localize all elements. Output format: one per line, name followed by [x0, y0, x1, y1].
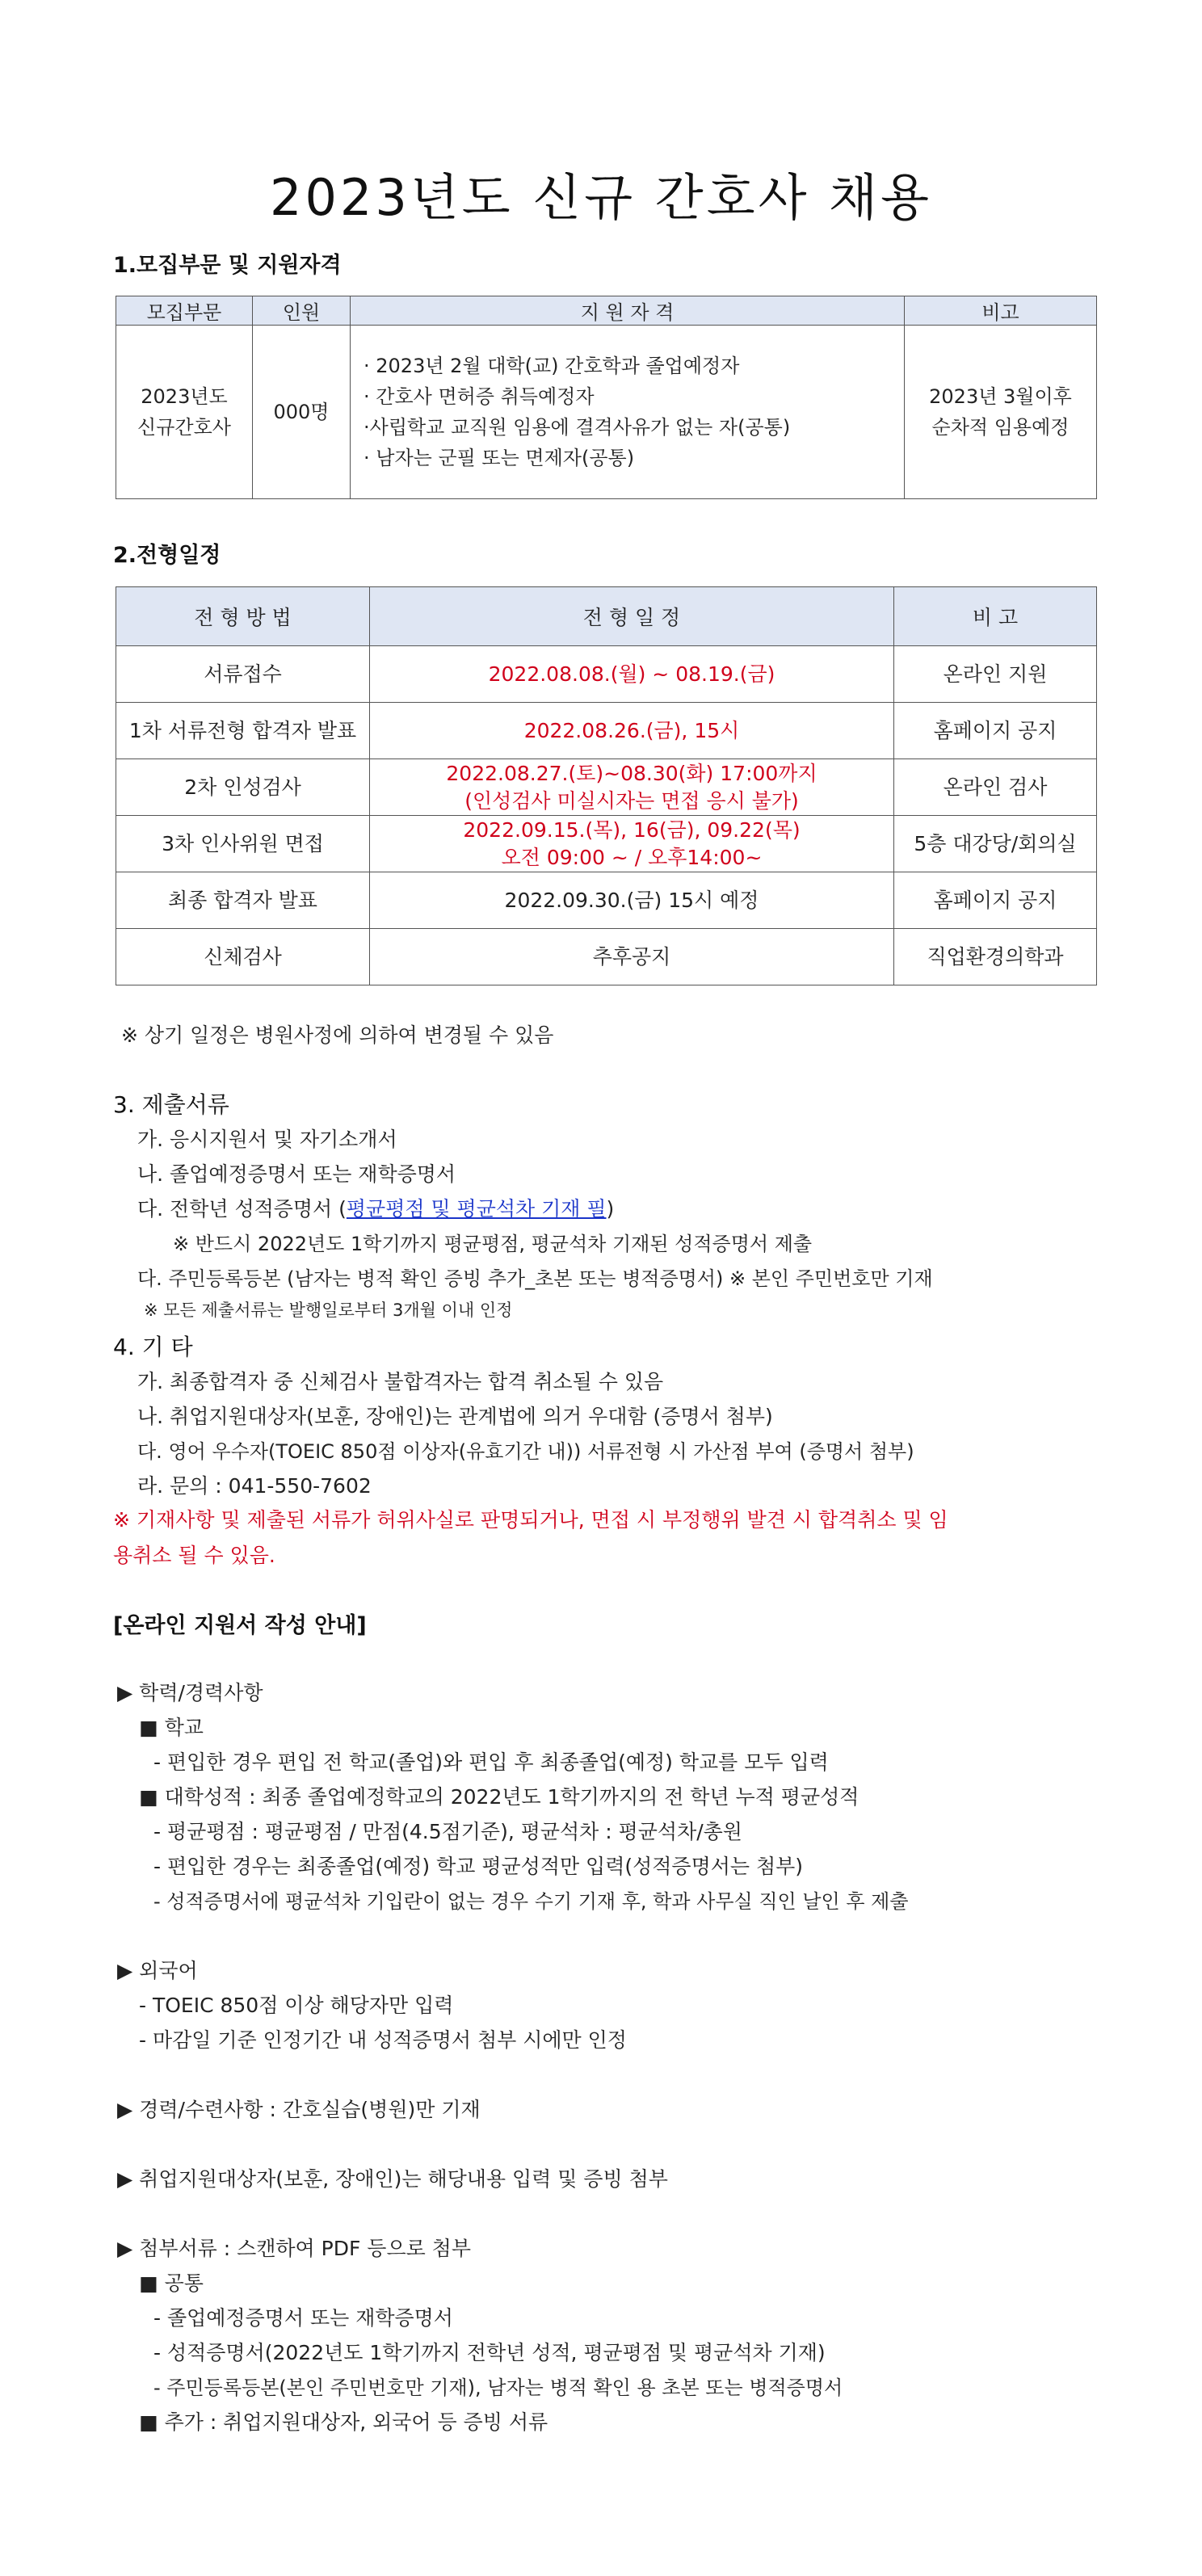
guide-academic-title: ▶ 학력/경력사항: [117, 1681, 263, 1704]
doc-note: ※ 반드시 2022년도 1학기까지 평균평점, 평균석차 기재된 성적증명서 제출: [173, 1233, 813, 1255]
category-line: 2023년도: [141, 385, 228, 408]
guide-common-title: ■ 공통: [139, 2271, 204, 2295]
count-cell: 000명: [253, 326, 351, 499]
method-cell: 3차 인사위원 면접: [116, 816, 370, 872]
qualification-item: · 간호사 면허증 취득예정자: [364, 385, 595, 408]
transcript-requirement-link: 평균평점 및 평균석차 기재 필: [346, 1197, 607, 1221]
method-cell: 1차 서류전형 합격자 발표: [116, 703, 370, 759]
guide-item: - 성적증명서에 평균석차 기입란이 없는 경우 수기 기재 후, 학과 사무실 직인 날인 후 제출: [153, 1890, 909, 1913]
section2-heading: 2.전형일정: [113, 543, 221, 568]
guide-item: - 마감일 기준 인정기간 내 성적증명서 첨부 시에만 인정: [139, 2028, 627, 2052]
schedule-line: 2022.09.15.(목), 16(금), 09.22(목): [463, 817, 801, 842]
guide-item: - TOEIC 850점 이상 해당자만 입력: [139, 1994, 454, 2017]
doc-note: ※ 모든 제출서류는 발행일로부터 3개월 이내 인정: [144, 1301, 513, 1320]
schedule-cell: 추후공지: [370, 929, 894, 985]
header-method: 전 형 방 법: [116, 587, 370, 646]
doc-item-text: 다. 전학년 성적증명서 (: [137, 1197, 347, 1221]
header-note: 비고: [905, 296, 1097, 326]
guide-grades-title: ■ 대학성적 : 최종 졸업예정학교의 2022년도 1학기까지의 전 학년 누적 평균성적: [139, 1785, 859, 1809]
method-cell: 최종 합격자 발표: [116, 872, 370, 929]
etc-item: 나. 취업지원대상자(보훈, 장애인)는 관계법에 의거 우대함 (증명서 첨부): [137, 1405, 773, 1428]
page-title: 2023년도 신규 간호사 채용: [270, 168, 932, 227]
table-row: [116, 872, 1097, 929]
warning-line: ※ 기재사항 및 제출된 서류가 허위사실로 판명되거나, 면접 시 부정행위 발견 시 합격취소 및 임: [113, 1508, 948, 1532]
qualifications-cell: [351, 326, 905, 499]
schedule-cell: [370, 759, 894, 816]
category-line: 신규간호사: [137, 416, 231, 439]
note-line: 2023년 3월이후: [929, 385, 1072, 408]
header-remark: 비 고: [894, 587, 1097, 646]
qualification-item: ·사립학교 교직원 임용에 결격사유가 없는 자(공통): [364, 416, 791, 439]
schedule-cell: [370, 816, 894, 872]
doc-item: 다. 주민등록등본 (남자는 병적 확인 증빙 추가_초본 또는 병적증명서) ※ 본인 주민번호만 기재: [137, 1267, 933, 1290]
doc-item: 가. 응시지원서 및 자기소개서: [137, 1128, 397, 1151]
guide-support: ▶ 취업지원대상자(보훈, 장애인)는 해당내용 입력 및 증빙 첨부: [117, 2167, 668, 2191]
doc-item: 나. 졸업예정증명서 또는 재학증명서: [137, 1162, 456, 1186]
guide-item: - 졸업예정증명서 또는 재학증명서: [153, 2306, 453, 2330]
remark-cell: 직업환경의학과: [894, 929, 1097, 985]
schedule-footnote: ※ 상기 일정은 병원사정에 의하여 변경될 수 있음: [121, 1023, 554, 1047]
header-count: 인원: [253, 296, 351, 326]
guide-item: - 평균평점 : 평균평점 / 만점(4.5점기준), 평균석차 : 평균석차/총원: [153, 1820, 742, 1843]
remark-cell: 홈페이지 공지: [894, 872, 1097, 929]
table-row: [116, 326, 1097, 499]
contact-item: 라. 문의 : 041-550-7602: [137, 1474, 372, 1498]
etc-item: 가. 최종합격자 중 신체검사 불합격자는 합격 취소될 수 있음: [137, 1370, 664, 1393]
schedule-line: (인성검사 미실시자는 면접 응시 불가): [464, 788, 799, 813]
guide-attach-title: ▶ 첨부서류 : 스캔하여 PDF 등으로 첨부: [117, 2237, 471, 2260]
schedule-line: 2022.08.27.(토)~08.30(화) 17:00까지: [446, 761, 817, 785]
schedule-cell: 2022.08.26.(금), 15시: [370, 703, 894, 759]
remark-cell: 온라인 검사: [894, 759, 1097, 816]
remark-cell: 홈페이지 공지: [894, 703, 1097, 759]
schedule-table: [116, 586, 1097, 985]
guide-heading: [온라인 지원서 작성 안내]: [113, 1613, 367, 1638]
guide-item: - 편입한 경우는 최종졸업(예정) 학교 평균성적만 입력(성적증명서는 첨부): [153, 1855, 804, 1878]
guide-item: - 주민등록등본(본인 주민번호만 기재), 남자는 병적 확인 용 초본 또는 병적증명서: [153, 2376, 843, 2399]
guide-item: - 성적증명서(2022년도 1학기까지 전학년 성적, 평균평점 및 평균석차 기재): [153, 2341, 826, 2364]
method-cell: 서류접수: [116, 646, 370, 703]
section3-heading: 3. 제출서류: [113, 1091, 229, 1118]
doc-item-text: ): [606, 1197, 615, 1221]
section4-heading: 4. 기 타: [113, 1334, 193, 1360]
qualification-item: · 2023년 2월 대학(교) 간호학과 졸업예정자: [364, 355, 740, 377]
table-row: [116, 703, 1097, 759]
remark-cell: 5층 대강당/회의실: [894, 816, 1097, 872]
guide-lang-title: ▶ 외국어: [117, 1959, 198, 1982]
table-row: [116, 646, 1097, 703]
guide-item: - 편입한 경우 편입 전 학교(졸업)와 편입 후 최종졸업(예정) 학교를 모두 입력: [153, 1750, 829, 1774]
category-cell: [116, 326, 253, 499]
table-row: [116, 816, 1097, 872]
section1-heading: 1.모집부문 및 지원자격: [113, 253, 342, 278]
qualification-item: · 남자는 군필 또는 면제자(공통): [364, 447, 635, 469]
table-row: [116, 759, 1097, 816]
recruitment-table: [116, 296, 1097, 499]
header-category: 모집부문: [116, 296, 253, 326]
table-row: [116, 929, 1097, 985]
schedule-cell: 2022.09.30.(금) 15시 예정: [370, 872, 894, 929]
schedule-cell: 2022.08.08.(월) ~ 08.19.(금): [370, 646, 894, 703]
guide-career: ▶ 경력/수련사항 : 간호실습(병원)만 기재: [117, 2098, 481, 2121]
schedule-line: 오전 09:00 ~ / 오후14:00~: [501, 845, 763, 869]
doc-item-transcript: [137, 1193, 614, 1222]
header-schedule: 전 형 일 정: [370, 587, 894, 646]
note-cell: [905, 326, 1097, 499]
note-line: 순차적 임용예정: [931, 416, 1070, 439]
warning-line: 용취소 될 수 있음.: [113, 1544, 275, 1567]
header-qualifications: 지 원 자 격: [351, 296, 905, 326]
method-cell: 2차 인성검사: [116, 759, 370, 816]
table-header-row: [116, 587, 1097, 646]
guide-extra: ■ 추가 : 취업지원대상자, 외국어 등 증빙 서류: [139, 2410, 548, 2434]
method-cell: 신체검사: [116, 929, 370, 985]
guide-school-title: ■ 학교: [139, 1716, 204, 1739]
remark-cell: 온라인 지원: [894, 646, 1097, 703]
etc-item: 다. 영어 우수자(TOEIC 850점 이상자(유효기간 내)) 서류전형 시 가산점 부여 (증명서 첨부): [137, 1440, 914, 1463]
table-header-row: [116, 296, 1097, 326]
